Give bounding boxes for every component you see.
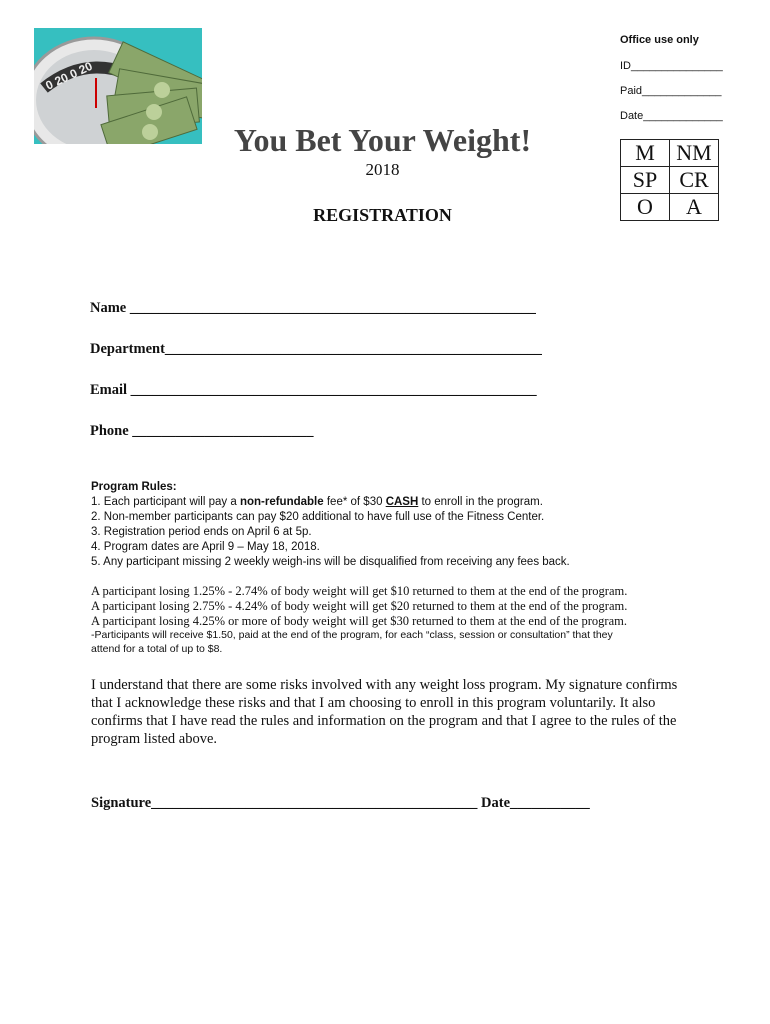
phone-field[interactable]: Phone _________________________ [90,423,314,439]
code-cell[interactable]: M [621,140,670,167]
signature-date-field[interactable]: Date___________ [481,795,590,811]
page-title: You Bet Your Weight! [233,122,532,158]
payout-info [91,584,627,656]
payout-line: -Participants will receive $1.50, paid at the end of the program, for each “class, session or consultation” that they [91,629,613,641]
code-cell[interactable]: NM [670,140,719,167]
code-cell[interactable]: CR [670,167,719,194]
consent-paragraph: I understand that there are some risks involved with any weight loss program. My signature confirms that I acknowledge these risks and that I am choosing to enroll in this program voluntarily. It also confirms that I have read the rules and information on the program and that I agree to the rules of the program listed above. [91,677,678,747]
office-paid-field[interactable]: Paid_____________ [620,85,722,97]
svg-text:0 20 0 20: 0 20 0 20 [43,58,95,93]
office-use-title: Office use only [620,34,699,46]
code-cell[interactable]: SP [621,167,670,194]
office-date-field[interactable]: Date_____________ [620,110,723,122]
rule-cash-emphasis: CASH [385,496,419,508]
rule-emphasis: non-refundable [239,496,324,508]
signature-row [91,795,590,812]
rule-text: 1. Each participant will pay a [91,496,240,508]
office-id-field[interactable]: ID_______________ [620,60,723,72]
office-use-block [620,34,723,135]
payout-line: A participant losing 4.25% or more of body weight will get $30 returned to them at the end of the program. [91,614,627,628]
signature-field[interactable]: Signature_____________________________________________ [91,795,482,811]
code-cell[interactable]: O [621,194,670,221]
rule-text: to enroll in the program. [418,496,543,508]
code-cell[interactable]: A [670,194,719,221]
payout-line: A participant losing 1.25% - 2.74% of body weight will get $10 returned to them at the end of the program. [91,584,628,598]
form-subtitle: REGISTRATION [313,205,452,225]
program-rules [91,480,570,570]
rule-item: 2. Non-member participants can pay $20 additional to have full use of the Fitness Center. [91,511,545,523]
program-year: 2018 [365,160,400,179]
rule-item [91,495,570,510]
payout-line: attend for a total of up to $8. [91,642,223,655]
rule-item: 5. Any participant missing 2 weekly weigh-ins will be disqualified from receiving any fees back. [91,556,570,568]
email-field[interactable]: Email ________________________________________________________ [90,382,537,398]
payout-line: A participant losing 2.75% - 4.24% of body weight will get $20 returned to them at the end of the program. [91,599,628,613]
rule-item: 4. Program dates are April 9 – May 18, 2018. [91,541,320,553]
rules-heading: Program Rules: [91,481,177,493]
rule-text: fee* of $30 [323,496,386,508]
department-field[interactable]: Department____________________________________________________ [90,341,542,357]
name-field[interactable]: Name ________________________________________________________ [90,300,536,316]
rule-item: 3. Registration period ends on April 6 at 5p. [91,526,312,538]
